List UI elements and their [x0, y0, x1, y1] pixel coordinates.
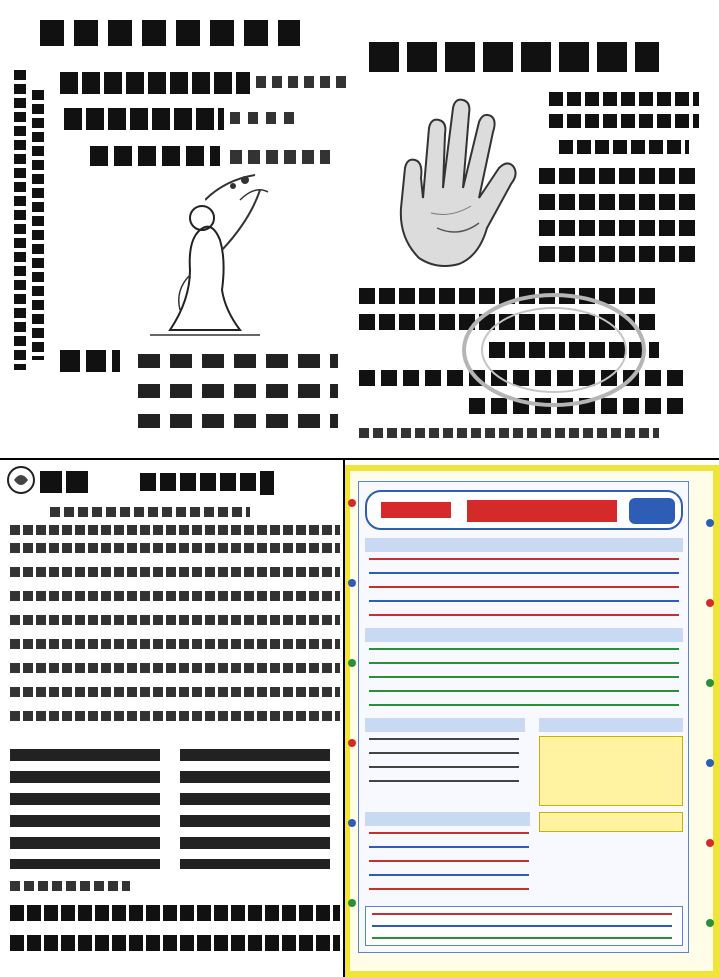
highlight-box: [539, 812, 683, 832]
headline-block: [60, 66, 340, 176]
logo-icon: [6, 465, 36, 495]
highlight-box: [539, 736, 683, 806]
inner-frame: [358, 481, 689, 953]
right-text-column: [539, 88, 709, 278]
header-pill: [365, 490, 683, 530]
panel-header: [40, 467, 340, 497]
footer-numbers: [365, 906, 683, 946]
top-right-panel: [359, 0, 719, 459]
bottom-left-panel: [0, 459, 344, 977]
footer-text-block: [10, 881, 340, 971]
bottom-right-panel: [344, 459, 719, 977]
section-header: [365, 628, 683, 642]
body-text-block: [10, 507, 340, 737]
vertical-divider: [343, 459, 345, 977]
panel-title: [369, 38, 659, 78]
two-column-list: [10, 749, 340, 869]
section-header: [365, 538, 683, 552]
section-header: [365, 718, 525, 732]
tree-branch-illustration: [205, 170, 265, 210]
hand-illustration: [379, 88, 539, 278]
panel-title: [40, 14, 300, 52]
seal-watermark: [459, 290, 649, 410]
section-header: [539, 718, 683, 732]
numbers-block: [60, 344, 340, 444]
top-left-panel: [0, 0, 359, 459]
side-text-column: [8, 70, 52, 370]
horizontal-divider: [0, 458, 719, 460]
section-header: [365, 812, 530, 826]
